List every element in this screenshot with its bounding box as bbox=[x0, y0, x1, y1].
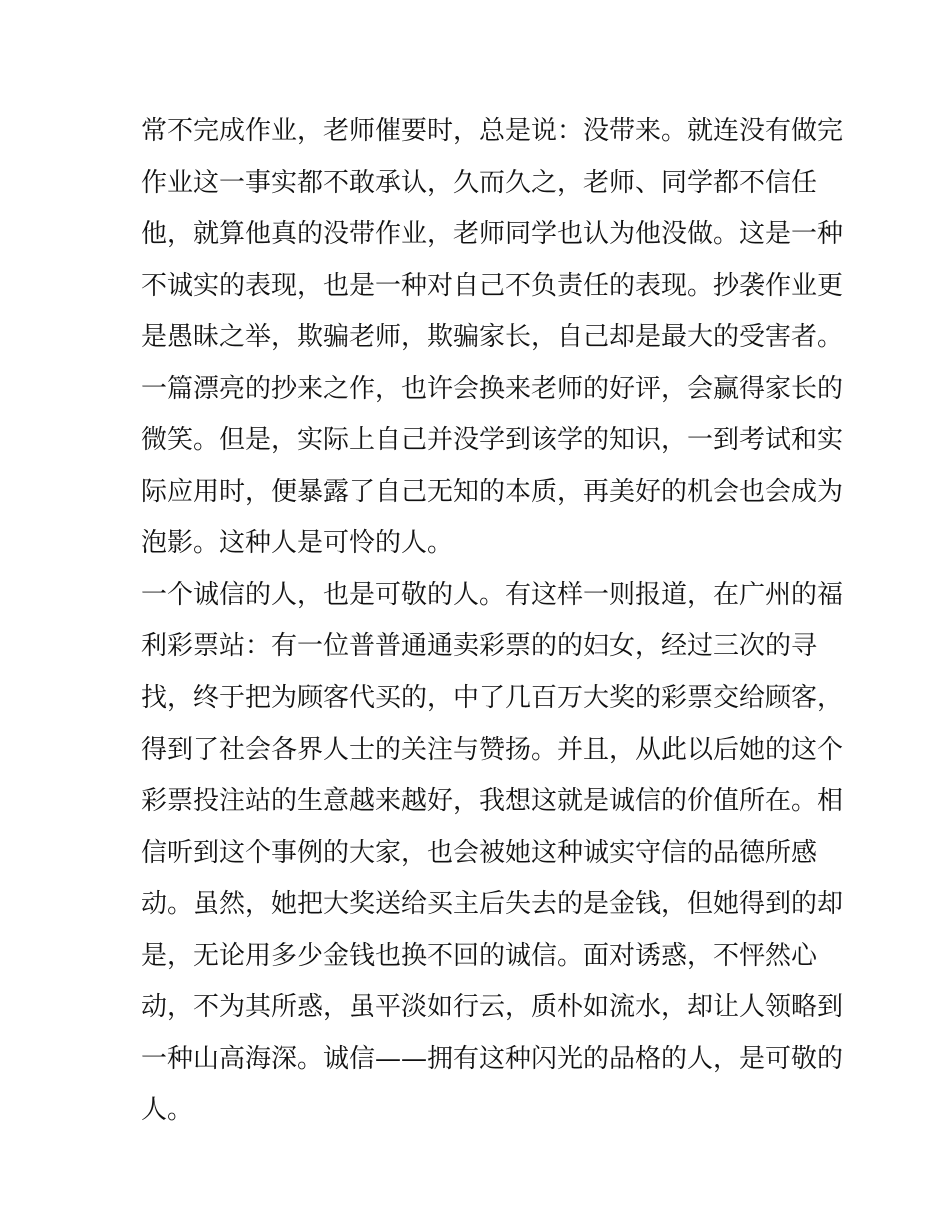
text-line-6: 一篇漂亮的抄来之作，也许会换来老师的好评，会赢得家长的 bbox=[141, 373, 844, 404]
text-line-1: 常不完成作业，老师催要时，总是说：没带来。就连没有做完 bbox=[141, 116, 844, 146]
text-line-4: 不诚实的表现，也是一种对自己不负责任的表现。抄袭作业更 bbox=[141, 270, 844, 301]
text-line-3: 他，就算他真的没带作业，老师同学也认为他没做。这是一种 bbox=[141, 219, 844, 250]
body-text bbox=[141, 106, 844, 1137]
text-line-9: 泡影。这种人是可怜的人。 bbox=[141, 528, 454, 559]
text-line-8: 际应用时，便暴露了自己无知的本质，再美好的机会也会成为 bbox=[141, 476, 844, 507]
text-line-15: 信听到这个事例的大家，也会被她这种诚实守信的品德所感 bbox=[141, 837, 818, 868]
text-line-7: 微笑。但是，实际上自己并没学到该学的知识，一到考试和实 bbox=[141, 425, 844, 456]
text-line-18: 动，不为其所惑，虽平淡如行云，质朴如流水，却让人领略到 bbox=[141, 992, 844, 1023]
text-line-2: 作业这一事实都不敢承认，久而久之，老师、同学都不信任 bbox=[141, 167, 818, 198]
text-line-12: 找，终于把为顾客代买的，中了几百万大奖的彩票交给顾客， bbox=[141, 683, 844, 714]
text-line-10: 一个诚信的人，也是可敬的人。有这样一则报道，在广州的福 bbox=[141, 579, 844, 610]
text-line-19: 一种山高海深。诚信——拥有这种闪光的品格的人，是可敬的 bbox=[141, 1043, 844, 1074]
text-line-14: 彩票投注站的生意越来越好，我想这就是诚信的价值所在。相 bbox=[141, 786, 844, 817]
text-line-17: 是，无论用多少金钱也换不回的诚信。面对诱惑，不怦然心 bbox=[141, 940, 818, 971]
text-line-11: 利彩票站：有一位普普通通卖彩票的的妇女，经过三次的寻 bbox=[141, 631, 818, 662]
text-line-16: 动。虽然，她把大奖送给买主后失去的是金钱，但她得到的却 bbox=[141, 889, 844, 920]
text-line-13: 得到了社会各界人士的关注与赞扬。并且，从此以后她的这个 bbox=[141, 734, 844, 765]
text-line-5: 是愚昧之举，欺骗老师，欺骗家长，自己却是最大的受害者。 bbox=[141, 322, 844, 353]
text-line-20: 人。 bbox=[141, 1095, 194, 1126]
